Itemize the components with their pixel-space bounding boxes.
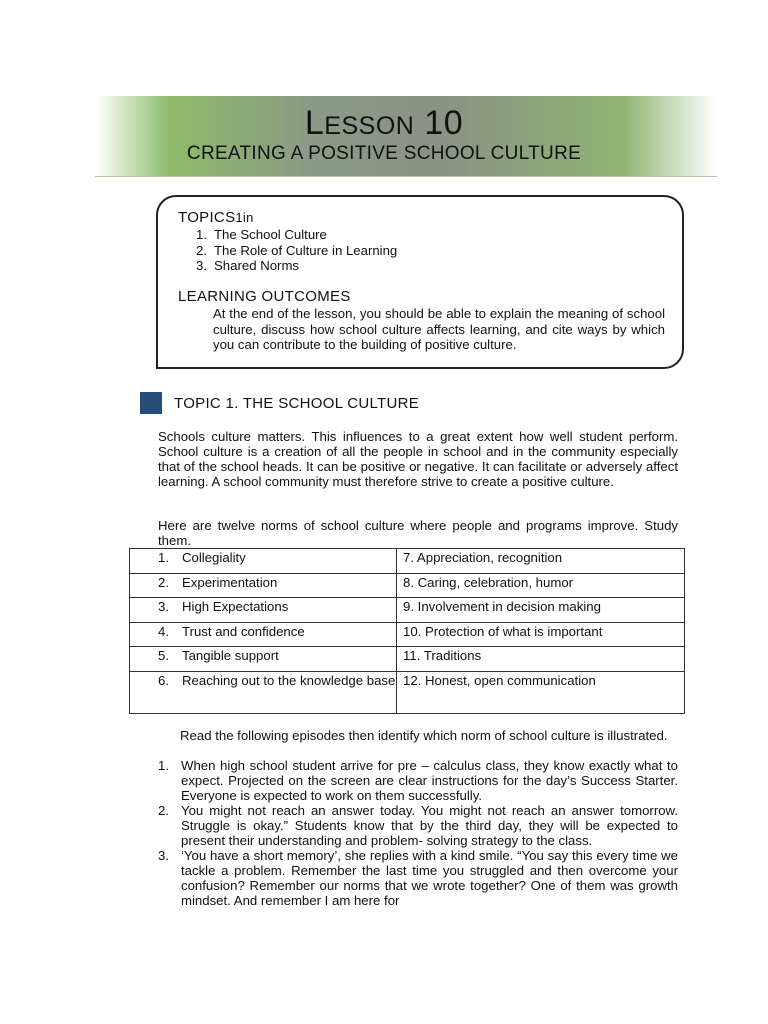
- table-row: 1. Collegiality 7. Appreciation, recognition: [130, 549, 685, 574]
- table-row: 2. Experimentation 8. Caring, celebration, humor: [130, 573, 685, 598]
- table-cell: 9. Involvement in decision making: [403, 599, 601, 615]
- table-row: 6. Reaching out to the knowledge base 12. Honest, open communication: [130, 671, 685, 713]
- lesson-title-rest: ESSON: [324, 112, 415, 140]
- norms-intro-paragraph: Here are twelve norms of school culture where people and programs improve. Study them.: [158, 518, 678, 548]
- list-item: 3. Shared Norms: [196, 258, 300, 273]
- table-cell: 11. Traditions: [403, 648, 482, 664]
- table-row: 3. High Expectations 9. Involvement in decision making: [130, 598, 685, 623]
- table-cell: Collegiality: [182, 550, 246, 565]
- topic-marker-square: [140, 392, 162, 414]
- topic-heading: TOPIC 1. THE SCHOOL CULTURE: [174, 395, 420, 412]
- list-item: 2. You might not reach an answer today. You might not reach an answer tomorrow. Struggle is okay.” Students know that by the third day, they will be expected to present their understanding and problem- solving strategy to the class.: [158, 803, 678, 848]
- table-cell: Tangible support: [182, 648, 279, 664]
- topics-box: [156, 195, 684, 369]
- table-cell: Trust and confidence: [182, 623, 305, 639]
- intro-paragraph: Schools culture matters. This influences to a great extent how well student perform. School culture is a creation of all the people in school and in the community especially that of the school heads. It can be positive or negative. It can facilitate or adversely affect learning. A school community must therefore strive to create a positive culture.: [158, 429, 678, 489]
- list-item: 1. When high school student arrive for pre – calculus class, they know exactly what to expect. Projected on the screen are clear instructions for the day’s Success Starter. Everyone is expected to work on them successfully.: [158, 758, 678, 803]
- table-cell: Experimentation: [182, 574, 278, 590]
- episodes-intro: Read the following episodes then identify which norm of school culture is illustrated.: [180, 728, 668, 743]
- learning-outcomes-heading: LEARNING OUTCOMES: [178, 288, 351, 305]
- list-item: 1. The School Culture: [196, 227, 327, 242]
- table-cell: 10. Protection of what is important: [403, 623, 603, 639]
- table-cell: 12. Honest, open communication: [403, 672, 596, 688]
- list-item: 3. ‘You have a short memory’, she replies with a kind smile. “You say this every time we tackle a problem. Remember the last time you struggled and then overcome your confusion? Remember our norms that we wrote together? One of them was growth mindset. And remember I am here for: [158, 848, 678, 908]
- norms-table: [129, 548, 685, 714]
- lesson-title-initial: L: [304, 104, 325, 142]
- table-cell: Reaching out to the knowledge base: [182, 672, 396, 688]
- learning-outcomes-text: At the end of the lesson, you should be able to explain the meaning of school culture, discuss how school culture affects learning, and cite ways by which you can contribute to the building of positive culture.: [213, 306, 665, 352]
- lesson-subtitle: CREATING A POSITIVE SCHOOL CULTURE: [186, 143, 582, 164]
- table-cell: 8. Caring, celebration, humor: [403, 574, 574, 590]
- table-row: 4. Trust and confidence 10. Protection of what is important: [130, 622, 685, 647]
- topics-heading: TOPICS1in: [178, 209, 254, 226]
- table-cell: High Expectations: [182, 599, 289, 615]
- table-row: 5. Tangible support 11. Traditions: [130, 647, 685, 672]
- lesson-number: 10: [424, 104, 464, 142]
- episodes-list: [158, 758, 678, 908]
- lesson-title: [0, 104, 768, 143]
- table-cell: 7. Appreciation, recognition: [403, 550, 563, 565]
- topics-list: [196, 227, 397, 274]
- list-item: 2. The Role of Culture in Learning: [196, 242, 398, 258]
